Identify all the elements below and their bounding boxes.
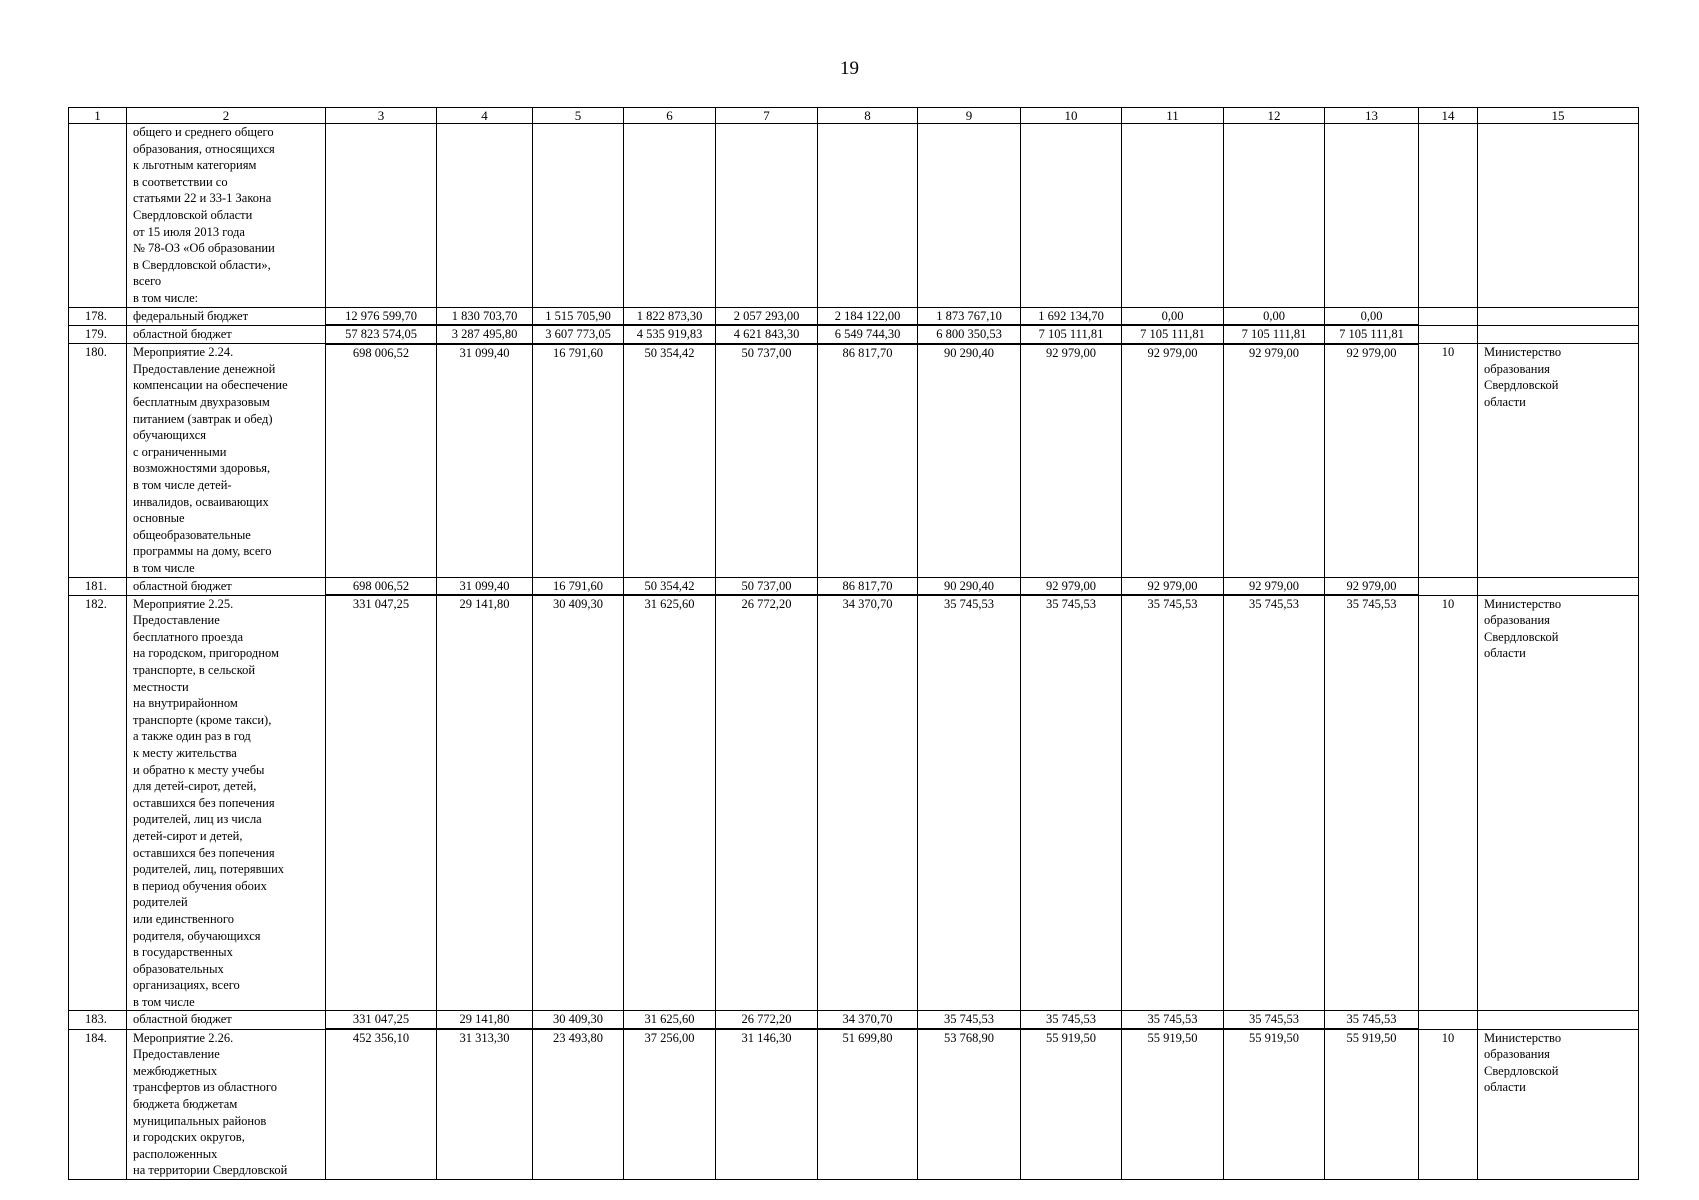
column-number-9: 9 [918,108,1021,124]
column-number-7: 7 [716,108,818,124]
amount-col-12: 55 919,50 [1224,1029,1325,1179]
page-number: 19 [840,58,859,79]
target-indicator-number [1419,307,1478,325]
column-number-12: 12 [1224,108,1325,124]
amount-col-12: 35 745,53 [1224,1011,1325,1029]
amount-col-5: 3 607 773,05 [533,325,624,344]
amount-col-12: 92 979,00 [1224,344,1325,577]
amount-col-9: 90 290,40 [918,344,1021,577]
amount-col-12: 7 105 111,81 [1224,325,1325,344]
amount-col-13: 35 745,53 [1325,1011,1419,1029]
target-indicator-number [1419,577,1478,595]
column-number-13: 13 [1325,108,1419,124]
amount-col-13: 7 105 111,81 [1325,325,1419,344]
executor: Министерство образования Свердловской области [1478,344,1639,577]
row-description: областной бюджет [127,1011,326,1029]
amount-col-6: 1 822 873,30 [624,307,716,325]
amount-col-11: 7 105 111,81 [1122,325,1224,344]
amount-col-9 [918,124,1021,308]
amount-col-7: 31 146,30 [716,1029,818,1179]
amount-col-13: 92 979,00 [1325,577,1419,595]
amount-col-11: 35 745,53 [1122,595,1224,1011]
target-indicator-number: 10 [1419,344,1478,577]
row-description: федеральный бюджет [127,307,326,325]
amount-col-8: 2 184 122,00 [818,307,918,325]
row-number: 180. [69,344,127,577]
budget-source-row [69,325,1639,344]
amount-col-3 [326,124,437,308]
amount-col-8: 51 699,80 [818,1029,918,1179]
amount-col-11: 92 979,00 [1122,344,1224,577]
amount-col-6: 37 256,00 [624,1029,716,1179]
amount-col-13: 92 979,00 [1325,344,1419,577]
row-number: 182. [69,595,127,1011]
amount-col-3: 57 823 574,05 [326,325,437,344]
amount-col-7: 4 621 843,30 [716,325,818,344]
amount-col-12 [1224,124,1325,308]
amount-col-7: 2 057 293,00 [716,307,818,325]
amount-col-3: 452 356,10 [326,1029,437,1179]
amount-col-9: 1 873 767,10 [918,307,1021,325]
column-number-8: 8 [818,108,918,124]
amount-col-13 [1325,124,1419,308]
measure-row [69,1029,1639,1179]
executor: Министерство образования Свердловской области [1478,1029,1639,1179]
measure-row [69,344,1639,577]
description-row [69,124,1639,308]
amount-col-13: 0,00 [1325,307,1419,325]
amount-col-7 [716,124,818,308]
amount-col-4: 31 313,30 [437,1029,533,1179]
executor [1478,1011,1639,1029]
amount-col-8: 86 817,70 [818,344,918,577]
target-indicator-number [1419,124,1478,308]
row-description: областной бюджет [127,325,326,344]
amount-col-12: 35 745,53 [1224,595,1325,1011]
target-indicator-number: 10 [1419,595,1478,1011]
amount-col-10: 92 979,00 [1021,577,1122,595]
column-number-10: 10 [1021,108,1122,124]
executor [1478,124,1639,308]
row-description: общего и среднего общего образования, относящихся к льготным категориям в соответствии со статьями 22 и 33-1 Закона Свердловской области от 15 июля 2013 года № 78-ОЗ «Об образовании в Свердловской области», всего в том числе: [127,124,326,308]
column-number-3: 3 [326,108,437,124]
column-number-4: 4 [437,108,533,124]
amount-col-5: 30 409,30 [533,595,624,1011]
amount-col-5: 16 791,60 [533,577,624,595]
executor [1478,307,1639,325]
amount-col-11: 0,00 [1122,307,1224,325]
amount-col-6: 31 625,60 [624,595,716,1011]
target-indicator-number [1419,1011,1478,1029]
row-number: 178. [69,307,127,325]
amount-col-10: 35 745,53 [1021,1011,1122,1029]
amount-col-12: 92 979,00 [1224,577,1325,595]
row-number: 181. [69,577,127,595]
amount-col-3: 12 976 599,70 [326,307,437,325]
amount-col-5: 16 791,60 [533,344,624,577]
amount-col-4 [437,124,533,308]
amount-col-6: 50 354,42 [624,344,716,577]
executor [1478,325,1639,344]
row-number [69,124,127,308]
amount-col-7: 26 772,20 [716,1011,818,1029]
amount-col-13: 35 745,53 [1325,595,1419,1011]
amount-col-3: 331 047,25 [326,595,437,1011]
amount-col-4: 3 287 495,80 [437,325,533,344]
amount-col-9: 90 290,40 [918,577,1021,595]
executor: Министерство образования Свердловской области [1478,595,1639,1011]
target-indicator-number: 10 [1419,1029,1478,1179]
amount-col-12: 0,00 [1224,307,1325,325]
amount-col-5: 30 409,30 [533,1011,624,1029]
target-indicator-number [1419,325,1478,344]
budget-table [68,107,1639,1180]
budget-source-row [69,1011,1639,1029]
amount-col-9: 6 800 350,53 [918,325,1021,344]
budget-source-row [69,307,1639,325]
amount-col-6: 4 535 919,83 [624,325,716,344]
row-description: Мероприятие 2.24. Предоставление денежной компенсации на обеспечение бесплатным двухразовым питанием (завтрак и обед) обучающихся с ограниченными возможностями здоровья, в том числе детей- инвалидов, осваивающих основные общеобразовательные программы на дому, всего в том числе [127,344,326,577]
amount-col-11: 92 979,00 [1122,577,1224,595]
column-number-6: 6 [624,108,716,124]
measure-row [69,595,1639,1011]
amount-col-11: 35 745,53 [1122,1011,1224,1029]
amount-col-7: 50 737,00 [716,344,818,577]
amount-col-8: 34 370,70 [818,1011,918,1029]
amount-col-8: 34 370,70 [818,595,918,1011]
amount-col-5 [533,124,624,308]
budget-source-row [69,577,1639,595]
amount-col-5: 23 493,80 [533,1029,624,1179]
amount-col-7: 26 772,20 [716,595,818,1011]
amount-col-6: 31 625,60 [624,1011,716,1029]
amount-col-5: 1 515 705,90 [533,307,624,325]
column-number-11: 11 [1122,108,1224,124]
amount-col-9: 35 745,53 [918,595,1021,1011]
column-number-2: 2 [127,108,326,124]
amount-col-10: 92 979,00 [1021,344,1122,577]
amount-col-4: 29 141,80 [437,1011,533,1029]
amount-col-11 [1122,124,1224,308]
amount-col-10: 35 745,53 [1021,595,1122,1011]
table-body [69,108,1639,1180]
row-description: областной бюджет [127,577,326,595]
amount-col-3: 698 006,52 [326,344,437,577]
column-number-1: 1 [69,108,127,124]
amount-col-6: 50 354,42 [624,577,716,595]
column-number-14: 14 [1419,108,1478,124]
amount-col-8 [818,124,918,308]
row-description: Мероприятие 2.26. Предоставление межбюджетных трансфертов из областного бюджета бюджетам муниципальных районов и городских округов, расположенных на территории Свердловской [127,1029,326,1179]
column-number-5: 5 [533,108,624,124]
amount-col-8: 6 549 744,30 [818,325,918,344]
amount-col-11: 55 919,50 [1122,1029,1224,1179]
amount-col-10 [1021,124,1122,308]
amount-col-9: 53 768,90 [918,1029,1021,1179]
amount-col-10: 7 105 111,81 [1021,325,1122,344]
amount-col-10: 1 692 134,70 [1021,307,1122,325]
column-number-15: 15 [1478,108,1639,124]
amount-col-4: 29 141,80 [437,595,533,1011]
amount-col-4: 1 830 703,70 [437,307,533,325]
amount-col-13: 55 919,50 [1325,1029,1419,1179]
amount-col-8: 86 817,70 [818,577,918,595]
amount-col-7: 50 737,00 [716,577,818,595]
amount-col-6 [624,124,716,308]
column-number-row [69,108,1639,124]
amount-col-4: 31 099,40 [437,577,533,595]
amount-col-3: 698 006,52 [326,577,437,595]
amount-col-4: 31 099,40 [437,344,533,577]
amount-col-10: 55 919,50 [1021,1029,1122,1179]
row-number: 183. [69,1011,127,1029]
amount-col-3: 331 047,25 [326,1011,437,1029]
row-description: Мероприятие 2.25. Предоставление бесплатного проезда на городском, пригородном транспорте, в сельской местности на внутрирайонном транспорте (кроме такси), а также один раз в год к месту жительства и обратно к месту учебы для детей-сирот, детей, оставшихся без попечения родителей, лиц из числа детей-сирот и детей, оставшихся без попечения родителей, лиц, потерявших в период обучения обоих родителей или единственного родителя, обучающихся в государственных образовательных организациях, всего в том числе [127,595,326,1011]
row-number: 179. [69,325,127,344]
amount-col-9: 35 745,53 [918,1011,1021,1029]
row-number: 184. [69,1029,127,1179]
executor [1478,577,1639,595]
